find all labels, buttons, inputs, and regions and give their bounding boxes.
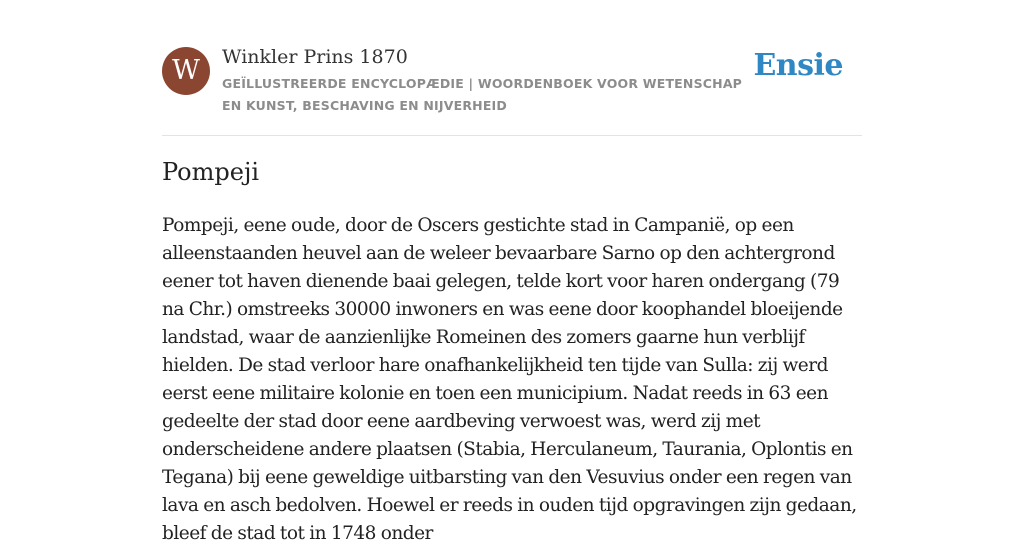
source-title[interactable]: Winkler Prins 1870 (222, 46, 408, 68)
source-header (162, 47, 862, 117)
ensie-logo[interactable]: Ensie (753, 48, 843, 83)
article-title: Pompeji (162, 158, 260, 186)
page (162, 0, 862, 544)
avatar[interactable]: W (162, 47, 210, 95)
source-subtitle: GEÏLLUSTREERDE ENCYCLOPÆDIE | WOORDENBOEK VOOR WETENSCHAP EN KUNST, BESCHAVING EN NIJVERHEID (222, 76, 743, 113)
article-body: Pompeji, eene oude, door de Oscers gestichte stad in Campanië, op een alleenstaanden heuvel aan de weleer bevaarbare Sarno op den achtergrond eener tot haven dienende baai gelegen, telde kort voor haren ondergang (79 na Chr.) omstreeks 30000 inwoners en was eene door koophandel bloeijende landstad, waar de aanzienlijke Romeinen des zomers gaarne hun verblijf hielden. De stad verloor hare onafhankelijkheid ten tijde van Sulla: zij werd eerst eene militaire kolonie en toen een municipium. Nadat reeds in 63 een gedeelte der stad door eene aardbeving verwoest was, werd zij met onderscheidene andere plaatsen (Stabia, Herculaneum, Taurania, Oplontis en Tegana) bij eene geweldige uitbarsting van den Vesuvius onder een regen van lava en asch bedolven. Hoewel er reeds in ouden tijd opgravingen zijn gedaan, bleef de stad tot in 1748 onder (162, 215, 857, 544)
divider (162, 135, 862, 136)
